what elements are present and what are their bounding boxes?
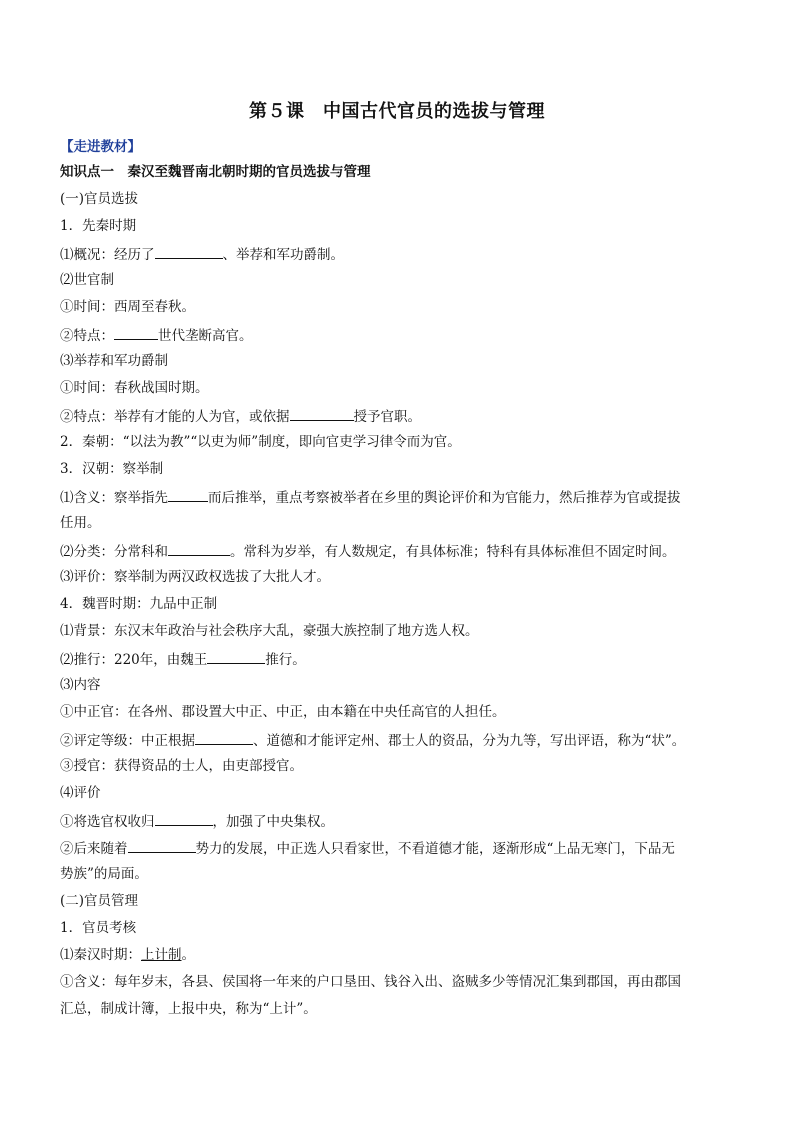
item-heading: ⑶举荐和军功爵制 [60,353,168,369]
text-line: ⑶评价：察举制为两汉政权选拔了大批人才。 [60,569,330,585]
text-line: ①含义：每年岁末，各县、侯国将一年来的户口垦田、钱谷入出、盗贼多少等情况汇集到郡国，再由郡国 [60,974,681,990]
text-line: 势族”的局面。 [60,866,148,882]
text-line [60,325,253,345]
text: ⑵推行：220年，由魏王 [60,652,208,668]
fill-blank[interactable] [168,487,208,502]
fill-blank[interactable] [168,541,230,556]
text-line [60,406,421,426]
text: ⑵分类：分常科和 [60,544,168,560]
text: ②特点：举荐有才能的人为官，或依据 [60,409,290,425]
item-heading: 1．官员考核 [60,920,137,936]
knowledge-point-heading: 知识点一 秦汉至魏晋南北朝时期的官员选拔与管理 [60,164,371,180]
item-heading: 4．魏晋时期：九品中正制 [60,596,218,612]
fill-blank[interactable] [155,811,213,826]
text: 。常科为岁举，有人数规定，有具体标准；特科有具体标准但不固定时间。 [230,544,676,560]
text-line [60,244,344,264]
text-line: ①中正官：在各州、郡设置大中正、中正，由本籍在中央任高官的人担任。 [60,704,506,720]
text: ②后来随着 [60,841,128,857]
text: 。 [181,947,195,963]
item-heading: 1．先秦时期 [60,218,137,234]
text: 世代垄断高官。 [158,328,253,344]
underlined-answer: 上计制 [141,947,182,963]
fill-blank[interactable] [207,649,265,664]
text-line: ⑴背景：东汉末年政治与社会秩序大乱，豪强大族控制了地方选人权。 [60,623,479,639]
item-heading: 3．汉朝：察举制 [60,461,164,477]
page-title: 第５课 中国古代官员的选拔与管理 [249,101,545,122]
text-line [60,649,306,669]
subsection-heading: (一)官员选拔 [60,191,139,207]
item-heading: ⑷评价 [60,785,101,801]
item-heading: ⑵世官制 [60,272,114,288]
text-line [60,838,675,858]
text: ，加强了中央集权。 [212,814,334,830]
text-line [60,541,676,561]
fill-blank[interactable] [114,325,158,340]
text-line [60,730,685,750]
fill-blank[interactable] [195,730,253,745]
text: ⑴概况：经历了 [60,247,155,263]
text: 而后推举，重点考察被举者在乡里的舆论评价和为官能力，然后推荐为官或提拔 [208,490,681,506]
item-heading: ⑶内容 [60,677,101,693]
text-line: 任用。 [60,515,101,531]
text: 推行。 [265,652,306,668]
text: 、举荐和军功爵制。 [222,247,344,263]
fill-blank[interactable] [128,838,196,853]
section-tag: 【走进教材】 [60,139,141,155]
text: ②特点： [60,328,114,344]
text: 势力的发展，中正选人只看家世，不看道德才能，逐渐形成“上品无寒门，下品无 [195,841,675,857]
text-line [60,811,334,831]
text: ②评定等级：中正根据 [60,733,195,749]
text: 授予官职。 [353,409,421,425]
fill-blank[interactable] [155,244,223,259]
text-line: ①时间：西周至春秋。 [60,299,195,315]
text-line: ③授官：获得资品的士人，由吏部授官。 [60,758,303,774]
text: ①将选官权收归 [60,814,155,830]
text: ⑴含义：察举指先 [60,490,168,506]
text: 、道德和才能评定州、郡士人的资品，分为九等，写出评语，称为“状”。 [253,733,686,749]
text: ⑴秦汉时期： [60,947,141,963]
subsection-heading: (二)官员管理 [60,893,139,909]
text-line: 2．秦朝：“以法为教”“以吏为师”制度，即向官吏学习律令而为官。 [60,434,461,450]
text-line: 汇总，制成计簿，上报中央，称为“上计”。 [60,1001,317,1017]
text-line [60,487,681,507]
text-line: ①时间：春秋战国时期。 [60,380,209,396]
text-line [60,946,195,964]
fill-blank[interactable] [290,406,354,421]
